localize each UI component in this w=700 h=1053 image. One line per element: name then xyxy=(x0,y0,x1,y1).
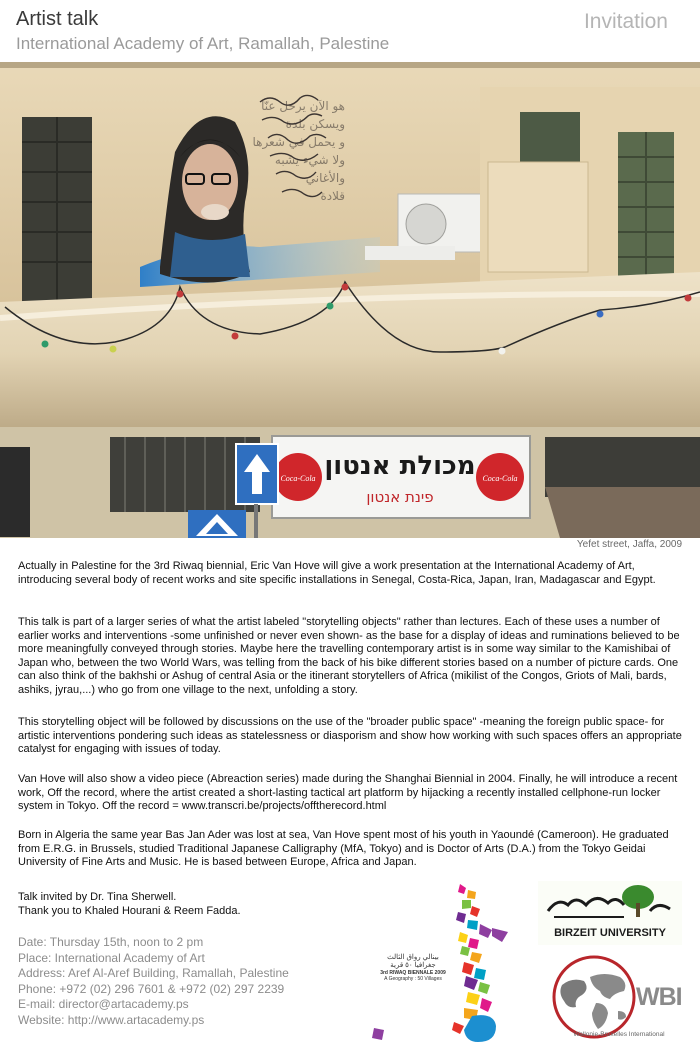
mural-script-line: ولا شيء يشبه xyxy=(274,153,345,167)
event-details xyxy=(18,935,289,1029)
riwaq-arabic-subtitle: جغرافيا ٥٠ قرية xyxy=(390,962,436,969)
event-date: Date: Thursday 15th, noon to 2 pm xyxy=(18,935,204,949)
discussion-paragraph: This storytelling object will be followed by discussions on the use of the "broader public space" -meaning the foreign public space- for artistic interventions pondering such ideas as statelessness or diasporism and show how working with such spaces offers an appropriate catalyst for engaging with issues of today. xyxy=(18,716,682,756)
mural-script-line: و يحمل في شعرها xyxy=(252,135,345,149)
event-place: Place: International Academy of Art xyxy=(18,950,205,965)
mural-script-line: قلادة xyxy=(320,189,345,203)
talk-title: Artist talk xyxy=(16,8,99,30)
wbi-full-name: Wallonie-Bruxelles International xyxy=(573,1031,665,1038)
wbi-acronym: WBI xyxy=(636,983,682,1011)
riwaq-logo-text xyxy=(368,954,458,982)
mural-script-line: هو الآن يرحل عنّا xyxy=(261,99,345,113)
shop-sign-hebrew-bottom: פינת אנטון xyxy=(366,488,434,506)
riwaq-english-title: 3rd RIWAQ BIENNALE 2009 xyxy=(380,970,446,976)
coke-logo-left: Coca-Cola xyxy=(280,474,316,483)
birzeit-university-logo xyxy=(538,881,682,945)
invitation-label: Invitation xyxy=(583,10,668,33)
venue-subtitle: International Academy of Art, Ramallah, Palestine xyxy=(16,34,390,53)
video-paragraph: Van Hove will also show a video piece (Abreaction series) made during the Shanghai Biennial in 2004. Finally, he will introduce a recent work, Off the record, where the artist created a short-lasting tactical art platform by hijacking a recently installed cellphone-run locker system in Tokyo. Off the record = www.transcri.be/projects/offtherecord.html xyxy=(18,773,678,813)
riwaq-arabic-title: بينالي رواق الثالث xyxy=(387,954,439,961)
event-email[interactable]: E-mail: director@artacademy.ps xyxy=(18,997,189,1012)
acknowledgements xyxy=(18,890,241,918)
mural-script-line: ويسكن بلدة xyxy=(285,117,345,131)
coke-logo-right: Coca-Cola xyxy=(482,474,518,483)
wbi-logo xyxy=(540,955,688,1047)
biography-paragraph: Born in Algeria the same year Bas Jan Ader was lost at sea, Van Hove spent most of his youth in Yaoundé (Cameroon). He graduated from E.R.G. in Brussels, studied Traditional Japanese Calligraphy (MfA, Tokyo) and is Doctor of Arts (D.A.) from the Tokyo Geidai University of Fine Arts and Music. He is based between Europe, Africa and Japan. xyxy=(18,829,669,869)
riwaq-biennale-logo xyxy=(368,876,518,1048)
street-photo-illustration xyxy=(0,62,700,538)
invited-by-line: Talk invited by Dr. Tina Sherwell. xyxy=(18,891,177,903)
intro-paragraph: Actually in Palestine for the 3rd Riwaq biennial, Eric Van Hove will give a work presentation at the International Academy of Art, introducing several body of recent works and site specific installations in Senegal, Costa-Rica, Japan, Iran, Madagascar and Egypt. xyxy=(18,560,656,586)
event-address: Address: Aref Al-Aref Building, Ramallah, Palestine xyxy=(18,966,289,981)
shop-sign-hebrew-top: מכולת אנטון xyxy=(324,451,476,481)
thank-you-line: Thank you to Khaled Hourani & Reem Fadda. xyxy=(18,905,241,917)
mural-script-line: والأغاني xyxy=(305,171,345,185)
riwaq-english-subtitle: A Geography : 50 Villages xyxy=(384,976,442,982)
event-phone: Phone: +972 (02) 296 7601 & +972 (02) 297 2239 xyxy=(18,981,285,996)
street-photo xyxy=(0,62,700,538)
photo-caption: Yefet street, Jaffa, 2009 xyxy=(576,539,682,550)
birzeit-university-name: BIRZEIT UNIVERSITY xyxy=(554,927,666,939)
storytelling-paragraph: This talk is part of a larger series of what the artist labeled "storytelling objects" rather than lectures. Each of these uses a number of earlier works and interventions -some unfinished or never even shown- as the base for a display of ideas and ruminations believed to be more meaningfully conveyed through stories. Maybe here the travelling contemporary artist is in some way similar to the Kamishibai of Japan who, between the two World Wars, was telling from the back of his bike different stories based on a number of picture cards. One can also think of the bakhshi or Ashug of central Asia or the itinerant storytellers of Africa (mikilist of the Congos, Griots of Mali, bards, ashiks, jyrau,...) who go from one village to the next, unfolding a story. xyxy=(18,616,680,696)
birzeit-tree-icon xyxy=(538,881,682,925)
event-website[interactable]: Website: http://www.artacademy.ps xyxy=(18,1012,205,1027)
